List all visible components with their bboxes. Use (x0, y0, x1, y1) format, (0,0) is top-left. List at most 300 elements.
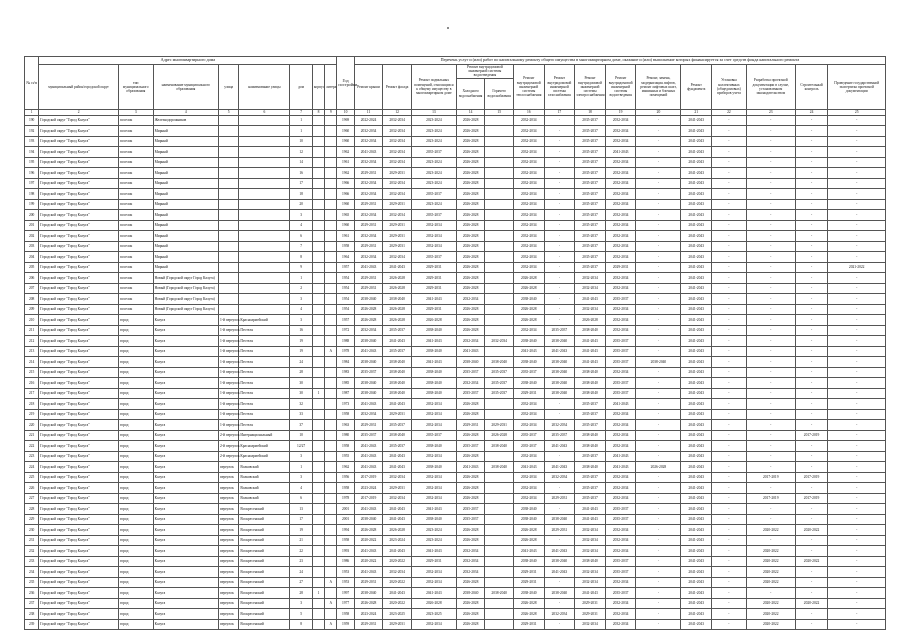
table-cell: Городской округ "Город Калуга" (39, 504, 119, 515)
table-row (25, 210, 886, 221)
table-cell: 209 (25, 304, 39, 315)
table-cell: переулок (218, 525, 238, 536)
table-cell: 2032-2034 (383, 157, 412, 168)
table-cell: Пестеля (239, 325, 290, 336)
table-cell: - (795, 567, 828, 578)
table-cell: - (712, 273, 747, 284)
table-cell: - (746, 378, 795, 389)
table-cell: - (795, 136, 828, 147)
table-cell: - (712, 283, 747, 294)
table-cell: 4 (290, 304, 312, 315)
table-cell (325, 147, 337, 158)
table-cell (312, 451, 324, 462)
table-cell: 2026-2028 (456, 199, 485, 210)
table-cell: 2032-2034 (605, 231, 636, 242)
table-cell: - (544, 199, 575, 210)
table-cell: 2038-2040 (544, 367, 575, 378)
table-cell: Калуга (153, 325, 218, 336)
column-number-cell: 10 (337, 109, 354, 115)
table-cell: 1-й переулок (218, 420, 238, 431)
table-cell: - (795, 157, 828, 168)
table-cell: 2041-2043 (354, 451, 383, 462)
table-cell: 2035-2037 (605, 556, 636, 567)
table-cell: город (118, 514, 153, 525)
column-number-cell: 8 (312, 109, 324, 115)
table-cell (312, 210, 324, 221)
table-cell: - (544, 136, 575, 147)
table-cell: 2041-2043 (383, 504, 412, 515)
table-cell: Калуга (153, 336, 218, 347)
table-cell: Волковский (239, 493, 290, 504)
table-cell: 2041-2043 (383, 262, 412, 273)
table-cell: 199 (25, 199, 39, 210)
table-cell: 1997 (337, 588, 354, 599)
table-cell: - (828, 294, 886, 305)
table-cell: 2032-2034 (354, 136, 383, 147)
table-cell: - (795, 252, 828, 263)
table-cell: 17 (290, 178, 312, 189)
table-cell: 1958 (337, 409, 354, 420)
table-cell: 2026-2028 (456, 262, 485, 273)
table-cell: 2032-2034 (605, 493, 636, 504)
table-cell: 2041-2043 (681, 556, 712, 567)
table-cell: - (828, 619, 886, 630)
table-cell: 2023-2025 (411, 609, 456, 620)
table-cell: 2032-2034 (354, 325, 383, 336)
table-cell: 2041-2043 (411, 336, 456, 347)
table-cell (312, 346, 324, 357)
table-cell: - (712, 252, 747, 263)
table-cell: - (544, 283, 575, 294)
table-cell: 2029-2031 (383, 168, 412, 179)
table-cell: 1983 (337, 367, 354, 378)
table-cell: 2035-2037 (605, 357, 636, 368)
table-cell: 2041-2043 (681, 147, 712, 158)
table-cell: Калуга (153, 346, 218, 357)
table-cell: - (828, 409, 886, 420)
table-cell: 2041-2043 (681, 136, 712, 147)
column-number-cell: 4 (153, 109, 218, 115)
table-cell: поселок (118, 241, 153, 252)
table-row (25, 409, 886, 420)
table-cell: - (544, 399, 575, 410)
table-row (25, 346, 886, 357)
table-cell: 2020-2022 (746, 525, 795, 536)
table-cell: 1960 (337, 199, 354, 210)
table-cell: 237 (25, 598, 39, 609)
table-cell: 2038-2040 (544, 588, 575, 599)
table-cell (325, 462, 337, 473)
table-cell: город (118, 504, 153, 515)
table-cell: 2029-2031 (544, 493, 575, 504)
table-cell: Воскресенский (239, 567, 290, 578)
table-cell (325, 546, 337, 557)
table-cell: - (636, 535, 681, 546)
table-cell (485, 199, 514, 210)
table-cell: 2035-2037 (383, 325, 412, 336)
table-cell: - (636, 619, 681, 630)
table-cell: 2026-2028 (456, 451, 485, 462)
table-cell (218, 304, 238, 315)
table-cell: 2041-2043 (575, 357, 606, 368)
table-cell: 2032-2034 (513, 136, 544, 147)
table-cell: - (544, 577, 575, 588)
table-cell: Калуга (153, 430, 218, 441)
table-cell: - (795, 189, 828, 200)
table-cell: - (795, 283, 828, 294)
table-cell: 2041-2043 (383, 546, 412, 557)
table-cell: - (712, 367, 747, 378)
table-cell (218, 283, 238, 294)
table-cell (485, 609, 514, 620)
table-cell: 2038-2040 (575, 430, 606, 441)
table-cell: - (828, 346, 886, 357)
column-number-cell: 19 (605, 109, 636, 115)
table-cell: 2041-2043 (575, 514, 606, 525)
table-cell: - (636, 220, 681, 231)
table-cell: 2026-2028 (456, 525, 485, 536)
table-cell: 2041-2043 (681, 241, 712, 252)
table-cell: - (636, 567, 681, 578)
table-cell: 2032-2034 (605, 441, 636, 452)
table-cell: 2023-2024 (411, 535, 456, 546)
table-cell: Красноармейский (239, 441, 290, 452)
table-cell: 1984 (337, 357, 354, 368)
table-cell: - (544, 115, 575, 126)
table-cell: 1988 (337, 336, 354, 347)
table-cell: Городской округ "Город Калуга" (39, 178, 119, 189)
table-cell: 2038-2040 (575, 388, 606, 399)
table-cell: - (712, 241, 747, 252)
table-cell: 2041-2043 (681, 598, 712, 609)
table-cell: 2038-2040 (544, 514, 575, 525)
table-cell: 2032-2034 (605, 409, 636, 420)
table-cell: 2032-2034 (411, 241, 456, 252)
column-number-cell: 15 (485, 109, 514, 115)
table-cell: - (746, 147, 795, 158)
table-cell: - (746, 294, 795, 305)
table-cell: 2032-2034 (383, 493, 412, 504)
table-cell: Городской округ "Город Калуга" (39, 525, 119, 536)
table-cell: - (828, 210, 886, 221)
table-cell: 1-й переулок (218, 315, 238, 326)
table-cell: 2038-2040 (513, 504, 544, 515)
table-cell: 2032-2034 (605, 546, 636, 557)
table-cell: 2041-2043 (681, 283, 712, 294)
table-cell: - (544, 409, 575, 420)
table-cell: Городской округ "Город Калуга" (39, 577, 119, 588)
table-cell: 2032-2034 (605, 252, 636, 263)
table-cell: - (795, 535, 828, 546)
table-cell: 2041-2043 (354, 546, 383, 557)
table-cell: поселок (118, 294, 153, 305)
table-cell: переулок (218, 588, 238, 599)
table-cell: - (712, 157, 747, 168)
table-cell: 1 (312, 388, 324, 399)
table-cell: 2041-2043 (681, 609, 712, 620)
table-cell (485, 325, 514, 336)
table-cell: 2035-2037 (605, 378, 636, 389)
table-cell (485, 241, 514, 252)
table-cell: 2032-2034 (544, 472, 575, 483)
table-cell: 2035-2037 (575, 210, 606, 221)
table-cell: - (795, 388, 828, 399)
col-lift-header: Ремонт, замена, модернизация лифтов, ремонт лифтовых шахт, машинных и блочных помещений (636, 65, 681, 110)
table-cell: - (795, 210, 828, 221)
table-cell: 2029-2031 (354, 220, 383, 231)
table-cell: 233 (25, 556, 39, 567)
table-cell: 2017-2019 (746, 472, 795, 483)
table-cell: Калуга (153, 388, 218, 399)
table-cell: 193 (25, 136, 39, 147)
table-cell: - (828, 514, 886, 525)
table-cell: поселок (118, 231, 153, 242)
table-cell (239, 304, 290, 315)
table-cell: Пестеля (239, 388, 290, 399)
table-cell (312, 241, 324, 252)
table-cell: 19 (290, 346, 312, 357)
table-cell: 2038-2040 (411, 346, 456, 357)
table-cell: 2038-2040 (636, 357, 681, 368)
table-cell: 23 (290, 556, 312, 567)
table-cell: 2032-2034 (513, 147, 544, 158)
table-cell: 1969 (337, 115, 354, 126)
table-cell (325, 210, 337, 221)
col-control-header: Строительный контроль (795, 65, 828, 110)
table-cell: город (118, 535, 153, 546)
table-cell (485, 157, 514, 168)
table-cell: - (828, 304, 886, 315)
table-cell: 2038-2040 (575, 367, 606, 378)
table-cell (239, 157, 290, 168)
table-cell: Городской округ "Город Калуга" (39, 409, 119, 420)
table-cell (312, 420, 324, 431)
table-cell: 2038-2040 (354, 514, 383, 525)
table-cell: 2035-2037 (575, 472, 606, 483)
table-cell: 1-й переулок (218, 388, 238, 399)
table-cell: - (544, 178, 575, 189)
table-cell: - (746, 346, 795, 357)
table-row (25, 262, 886, 273)
table-cell: 2032-2034 (513, 420, 544, 431)
table-cell: Калуга (153, 588, 218, 599)
table-row (25, 493, 886, 504)
table-cell: город (118, 399, 153, 410)
table-cell: переулок (218, 598, 238, 609)
table-cell: 2035-2037 (575, 168, 606, 179)
table-cell: поселок (118, 283, 153, 294)
table-cell: Городской округ "Город Калуга" (39, 567, 119, 578)
table-row (25, 609, 886, 620)
table-cell: Новый (Городской округ Город Калуга) (153, 273, 218, 284)
table-cell: город (118, 588, 153, 599)
table-cell: 1 (290, 462, 312, 473)
table-cell: 2035-2037 (383, 420, 412, 431)
table-cell (312, 147, 324, 158)
table-row (25, 315, 886, 326)
table-cell: Городской округ "Город Калуга" (39, 126, 119, 137)
table-cell: 2041-2043 (411, 357, 456, 368)
table-cell: 4 (290, 220, 312, 231)
table-cell: 16 (290, 325, 312, 336)
table-cell: 232 (25, 546, 39, 557)
table-cell: 2032-2034 (605, 126, 636, 137)
table-cell: - (712, 609, 747, 620)
table-row (25, 399, 886, 410)
table-cell: Мирный (153, 136, 218, 147)
table-cell: 2026-2028 (513, 283, 544, 294)
table-cell: 6 (290, 231, 312, 242)
table-cell: переулок (218, 493, 238, 504)
table-cell: - (636, 409, 681, 420)
col-basement-header: Ремонт подвальных помещений, относящихся к общему имуществу в многоквартирном доме (411, 65, 456, 110)
table-cell (312, 294, 324, 305)
table-cell: - (795, 262, 828, 273)
table-cell: 2029-2031 (383, 619, 412, 630)
table-row (25, 504, 886, 515)
table-cell: - (712, 472, 747, 483)
table-cell (239, 189, 290, 200)
table-row (25, 556, 886, 567)
table-cell: - (636, 525, 681, 536)
table-cell: город (118, 367, 153, 378)
table-cell: - (712, 504, 747, 515)
table-cell: 2029-2031 (513, 567, 544, 578)
table-cell: - (636, 504, 681, 515)
table-cell: 1 (290, 126, 312, 137)
column-number-cell: 1 (25, 109, 39, 115)
table-row (25, 514, 886, 525)
table-cell: 2038-2040 (513, 357, 544, 368)
table-cell: 1962 (337, 147, 354, 158)
table-row (25, 535, 886, 546)
table-cell: Воскресенский (239, 577, 290, 588)
table-cell: - (636, 315, 681, 326)
column-number-cell: 23 (746, 109, 795, 115)
table-cell: - (746, 126, 795, 137)
table-cell: 3 (290, 210, 312, 221)
table-cell: 2032-2034 (411, 567, 456, 578)
table-cell (325, 336, 337, 347)
table-cell: - (828, 136, 886, 147)
table-cell: Городской округ "Город Калуга" (39, 147, 119, 158)
table-cell: 2032-2034 (575, 283, 606, 294)
table-cell: 202 (25, 231, 39, 242)
table-cell: Мирный (153, 178, 218, 189)
table-cell: 2032-2034 (513, 220, 544, 231)
table-cell: 206 (25, 273, 39, 284)
table-cell: 2032-2034 (605, 577, 636, 588)
table-cell: Калуга (153, 514, 218, 525)
table-cell: 1966 (337, 189, 354, 200)
table-cell: 227 (25, 493, 39, 504)
table-cell: 2023-2024 (411, 199, 456, 210)
table-cell: Городской округ "Город Калуга" (39, 546, 119, 557)
table-cell: 2032-2034 (354, 210, 383, 221)
table-cell: 2032-2034 (383, 189, 412, 200)
table-cell (485, 168, 514, 179)
table-cell: - (544, 451, 575, 462)
table-cell: 2038-2040 (485, 441, 514, 452)
table-cell: 2032-2034 (605, 525, 636, 536)
table-row (25, 588, 886, 599)
table-cell: 2035-2037 (605, 588, 636, 599)
table-cell (312, 336, 324, 347)
table-cell (325, 252, 337, 263)
table-cell: - (544, 210, 575, 221)
table-cell: 2032-2034 (605, 367, 636, 378)
table-cell: 3 (290, 315, 312, 326)
table-cell: 2038-2040 (411, 378, 456, 389)
col-meters-header: Установка коллективных (общедомовых) приборов учета (712, 65, 747, 110)
table-cell: 1 (312, 588, 324, 599)
table-cell: - (795, 378, 828, 389)
table-cell: 2035-2037 (411, 189, 456, 200)
table-cell (325, 609, 337, 620)
table-cell: - (712, 598, 747, 609)
table-cell: 24 (290, 357, 312, 368)
table-cell: 208 (25, 294, 39, 305)
scan-speck (447, 27, 449, 29)
table-cell: Воскресенский (239, 546, 290, 557)
table-cell: Пестеля (239, 367, 290, 378)
table-cell: 2032-2034 (605, 199, 636, 210)
column-number-cell: 9 (325, 109, 337, 115)
table-cell: 2023-2024 (411, 178, 456, 189)
table-cell: - (828, 168, 886, 179)
table-cell: 2020-2022 (383, 577, 412, 588)
table-cell (239, 210, 290, 221)
table-cell: поселок (118, 199, 153, 210)
table-cell: 2035-2037 (575, 147, 606, 158)
table-cell: 24 (290, 567, 312, 578)
table-cell: 2029-2031 (354, 273, 383, 284)
table-cell: 2041-2043 (681, 472, 712, 483)
table-cell: 2026-2028 (513, 609, 544, 620)
table-cell: - (636, 388, 681, 399)
table-cell: - (795, 504, 828, 515)
table-cell (485, 262, 514, 273)
table-cell: 28 (290, 367, 312, 378)
table-cell: 2041-2043 (681, 231, 712, 242)
table-cell (325, 525, 337, 536)
table-cell (325, 136, 337, 147)
table-cell: 2020-2022 (746, 567, 795, 578)
table-cell: - (636, 399, 681, 410)
table-cell: 2035-2037 (575, 420, 606, 431)
table-cell: 17 (290, 514, 312, 525)
table-cell (218, 189, 238, 200)
table-cell: 2041-2043 (681, 577, 712, 588)
table-cell: - (795, 399, 828, 410)
table-cell: 2029-2031 (411, 273, 456, 284)
table-row (25, 283, 886, 294)
table-cell: - (636, 210, 681, 221)
column-number-cell: 16 (513, 109, 544, 115)
table-cell: 2032-2034 (411, 220, 456, 231)
table-cell: 2038-2040 (544, 336, 575, 347)
table-cell (325, 504, 337, 515)
table-row (25, 336, 886, 347)
table-cell: 2035-2037 (544, 430, 575, 441)
table-cell: 2020-2022 (746, 546, 795, 557)
table-cell (325, 189, 337, 200)
table-cell: 2026-2028 (456, 136, 485, 147)
table-cell: 2038-2040 (383, 367, 412, 378)
table-cell (312, 441, 324, 452)
table-cell: 2032-2034 (605, 325, 636, 336)
table-cell: город (118, 546, 153, 557)
